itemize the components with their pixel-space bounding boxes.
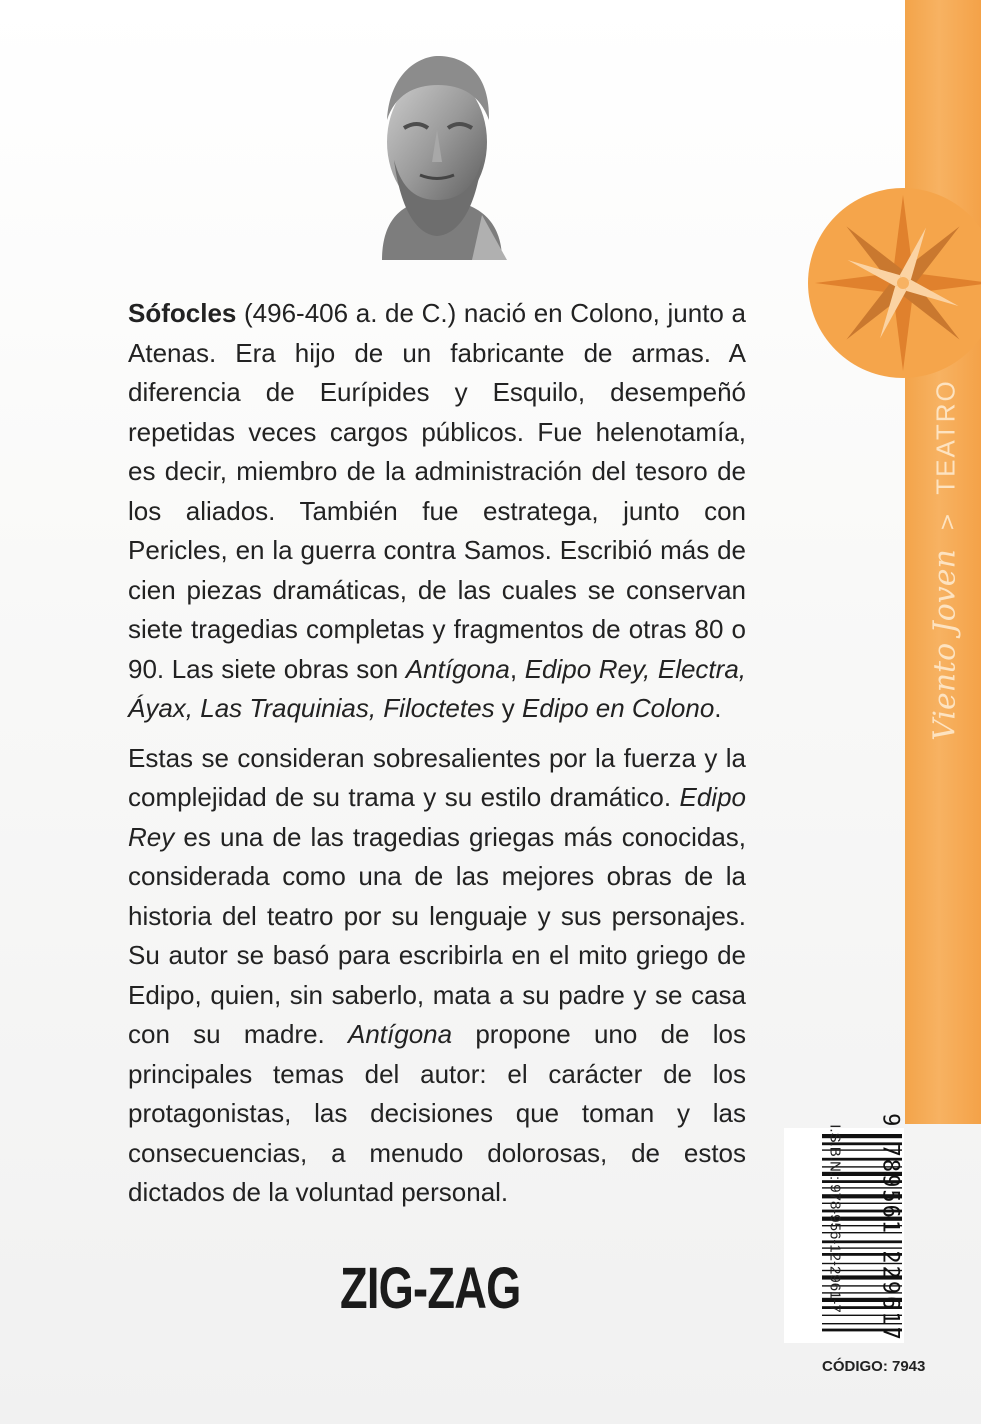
author-biography (128, 294, 746, 1223)
bio-paragraph-1 (128, 294, 746, 729)
isbn-label: I.S.B.N.: 978-956-12-2961-7 (826, 1124, 844, 1313)
author-name: Sófocles (128, 298, 237, 328)
bio-text: y (494, 693, 523, 723)
compass-star-icon (808, 188, 981, 378)
barcode-digits: 9 789561 229617 (877, 1113, 903, 1342)
work-title: Edipo Rey, Electra, Áyax, Las Traquinias, Filoctetes (128, 653, 746, 723)
collection-name: TEATRO (930, 379, 961, 495)
bio-text: Estas se consideran sobresalientes por la fuerza y la complejidad de su trama y su estilo dramático. (128, 742, 746, 812)
bio-text: , (509, 653, 525, 684)
bio-text: (496-406 a. de C.) nació en Colono, junto a Atenas. Era hijo de un fabricante de armas. A diferencia de Eurípides y Esquilo, desempeñó repetidas veces cargos públicos. Fue helenotamía, es decir, miembro de la administración del tesoro de los aliados. También fue estratega, junto con Pericles, en la guerra contra Samos. Escribió más de cien piezas dramáticas, de las cuales se conservan siete tragedias completas y fragmentos de otras 80 o 90. Las siete obras son (128, 298, 746, 684)
compass-star-emblem (808, 188, 981, 378)
bio-text: propone uno de los principales temas del autor: el carácter de los protagonistas, las decisiones que toman y las consecuencias, a menudo dolorosas, de estos dictados de la voluntad personal. (128, 1019, 746, 1207)
work-title: Antígona (405, 653, 510, 684)
spine-label (928, 379, 963, 741)
series-name: Viento Joven (927, 549, 963, 741)
bio-text: es una de las tragedias griegas más conocidas, considerada como una de las mejores obras de la historia del teatro por su lenguaje y sus personajes. Su autor se basó para escribirla en el mito griego de Edipo, quien, sin saberlo, mata a su padre y se casa con su madre. (128, 821, 746, 1049)
work-title: Edipo Rey (128, 782, 746, 852)
spine-separator: > (935, 512, 961, 532)
sophocles-bust-portrait (362, 50, 512, 260)
bio-text: . (714, 693, 722, 723)
publisher-logo-text: ZIG-ZAG (340, 1256, 521, 1321)
bio-paragraph-2 (128, 739, 746, 1213)
work-title: Antígona (348, 1019, 453, 1049)
product-code: CÓDIGO: 7943 (822, 1358, 926, 1375)
work-title: Edipo en Colono (522, 693, 715, 723)
